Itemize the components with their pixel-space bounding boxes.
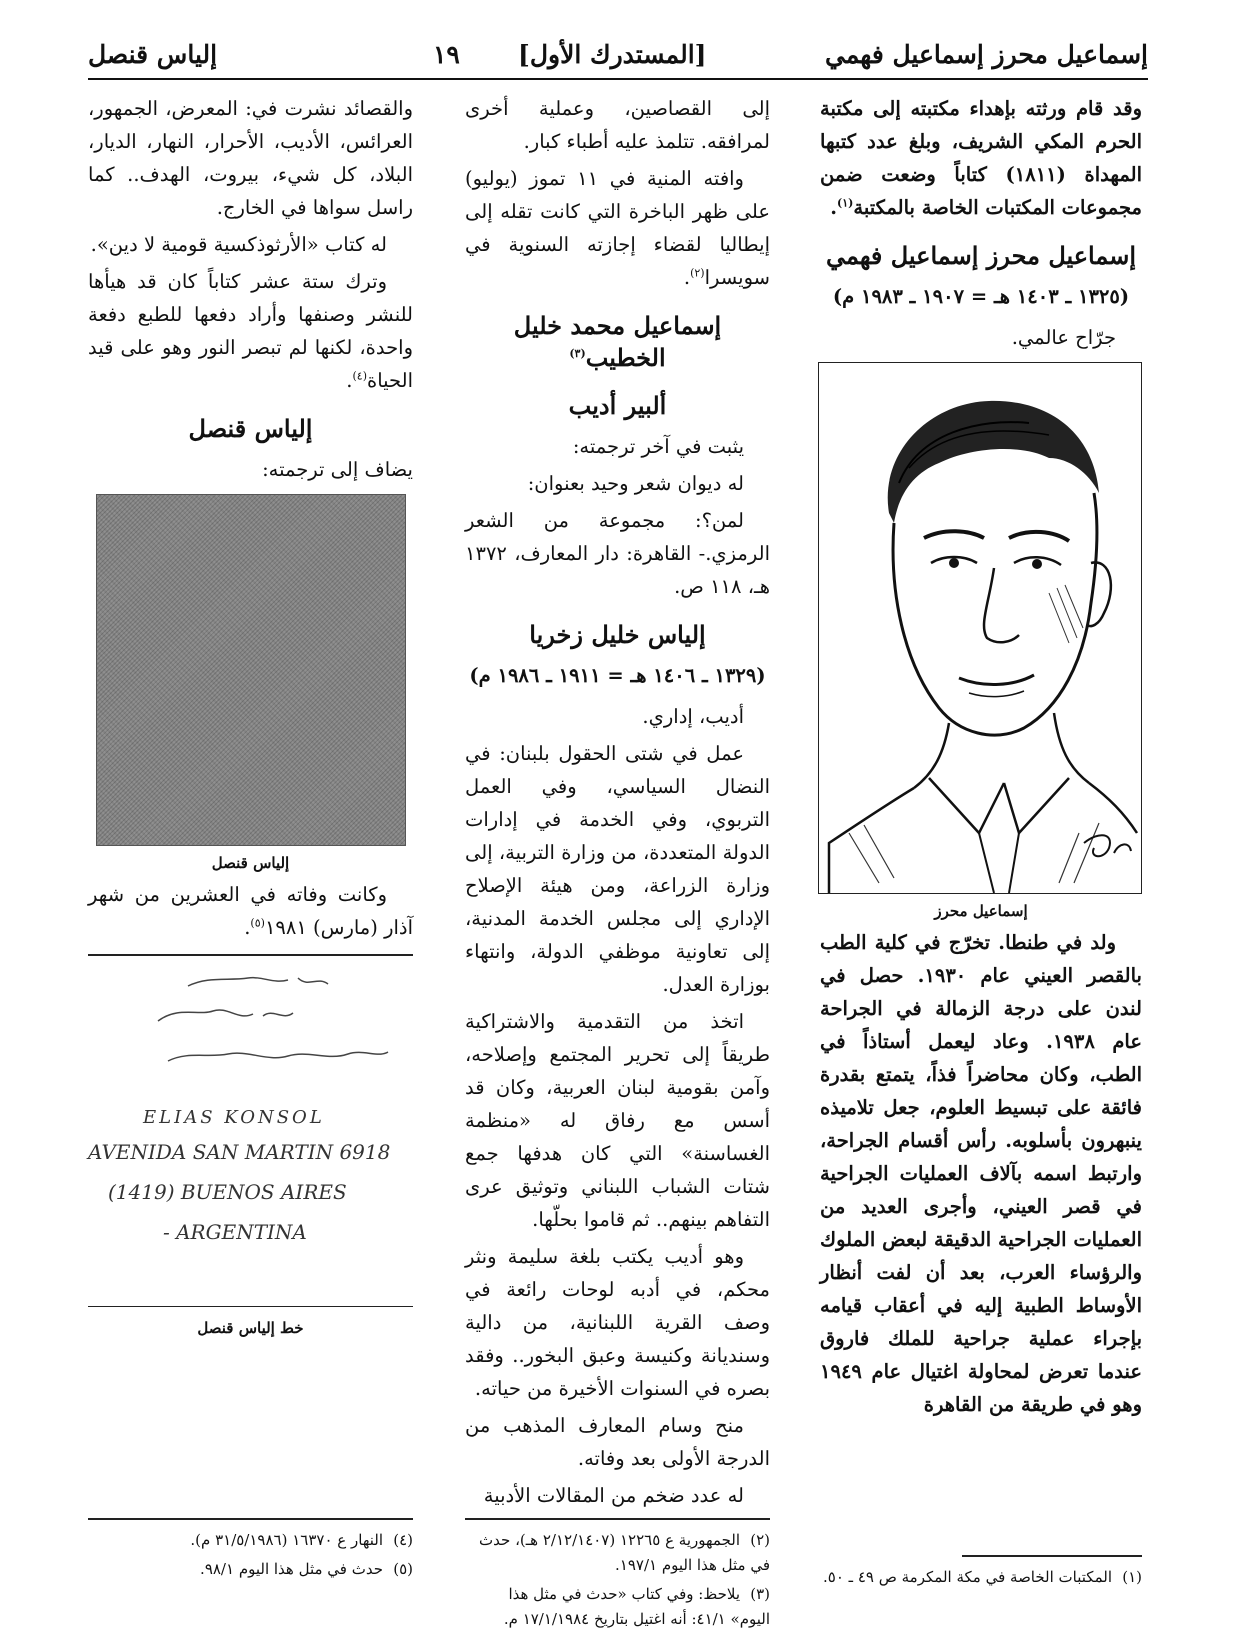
- footnote-5: (٥)حدث في مثل هذا اليوم ٩٨/١.: [200, 1560, 413, 1578]
- albert-adib-line-2: له ديوان شعر وحيد بعنوان:: [527, 472, 744, 495]
- footnotes-right: [820, 1565, 1142, 1594]
- separator: [88, 954, 413, 956]
- footnote-rule-mid: [465, 1518, 770, 1520]
- column-right: [820, 92, 1142, 1425]
- elias-zakharia-paragraph-3: وهو أديب يكتب بلغة سليمة ونثر محكم، في أدبه لوحات رائعة في وصف القرية اللبنانية، من دالية وسنديانة وكنيسة وعبق البخور.. وفقد بصره في السنوات الأخيرة من حياته.: [465, 1245, 770, 1400]
- footnote-4: (٤)النهار ع ١٦٣٧٠ (٣١/٥/١٩٨٦ م).: [190, 1531, 413, 1549]
- photo-caption: إلياس قنصل: [211, 854, 290, 872]
- footnotes-middle: [465, 1528, 770, 1636]
- continuation-paragraph-left: والقصائد نشرت في: المعرض، الجمهور، العرائس، الأديب، الأحرار، النهار، الديار، البلاد، كل شيء، بيروت، الهدف.. كما راسل سواها في الخارج.: [88, 97, 413, 219]
- column-left: [88, 92, 413, 1343]
- intro-paragraph: وقد قام ورثته بإهداء مكتبته إلى مكتبة الحرم المكي الشريف، وبلغ عدد كتبها المهداة (١٨١١) كتاباً وضعت ضمن مجموعات المكتبات الخاصة بالمكتبة$^{(١)}$.: [820, 97, 1142, 219]
- elias-konsol-photo: [96, 494, 406, 846]
- entry-title-ismail-khatib: إسماعيل محمد خليل الخطيب$^{(٣)}$: [513, 311, 722, 372]
- separator-2: [88, 1306, 413, 1308]
- column-middle: [465, 92, 770, 1516]
- elias-zakharia-paragraph-4: منح وسام المعارف المذهب من الدرجة الأولى بعد وفاته.: [465, 1414, 770, 1470]
- elias-zakharia-role: أديب، إداري.: [642, 705, 744, 728]
- footnote-ref-2: (٢): [690, 266, 705, 280]
- elias-zakharia-paragraph-2: اتخذ من التقدمية والاشتراكية طريقاً إلى تحرير المجتمع وإصلاحه، وآمن بقومية لبنان العربية، وكان قد أسس مع رفاق له «منظمة الغساسنة» التي كان هدفها جمع شتات الشباب اللبناني وتوثيق عرى التفاهم بينهم.. ثم قاموا بحلّها.: [465, 1010, 770, 1231]
- running-header: [88, 40, 1148, 76]
- header-left-title: إلياس قنصل: [88, 40, 218, 69]
- entry-role: جرّاح عالمي.: [1011, 326, 1116, 349]
- header-right-title: إسماعيل محرز إسماعيل فهمي: [825, 40, 1148, 69]
- footnote-2: (٢)الجمهورية ع ١٢٢٦٥ (٢/١٢/١٤٠٧ هـ)، حدث في مثل هذا اليوم ١٩٧/١.: [479, 1531, 770, 1574]
- handwriting-sample: [88, 966, 413, 1296]
- book-paragraph: له كتاب «الأرثوذكسية قومية لا دين».: [90, 233, 387, 256]
- footnote-ref-3: (٣): [569, 347, 586, 360]
- handwriting-line-1: ELIAS KONSOL: [143, 1106, 325, 1128]
- elias-zakharia-paragraph-1: عمل في شتى الحقول بلبنان: في النضال السياسي، وفي العمل التربوي، وفي الخدمة في إدارات الدولة المتعددة، من وزارة التربية، إلى وزارة الزراعة، ومن هيئة الإصلاح الإداري إلى مجلس الخدمة المدنية، إلى تعاونية موظفي الدولة، وانتهاء بوزارة العدل.: [465, 742, 770, 996]
- albert-adib-line-3: لمن؟: مجموعة من الشعر الرمزي.- القاهرة: دار المعارف، ١٣٧٢ هـ، ١١٨ ص.: [465, 509, 770, 598]
- footnote-ref-4: (٤): [352, 369, 367, 383]
- portrait-caption: إسماعيل محرز: [934, 902, 1028, 920]
- albert-adib-line-1: يثبت في آخر ترجمته:: [572, 435, 744, 458]
- footnote-ref-5: (٥): [250, 916, 265, 930]
- entry-title-albert-adib: ألبير أديب: [568, 391, 667, 420]
- header-rule: [88, 78, 1148, 80]
- elias-konsol-death: وكانت وفاته في العشرين من شهر آذار (مارس) ١٩٨١$^{(٥)}$.: [88, 883, 413, 939]
- entry-dates: (١٣٢٥ ـ ١٤٠٣ هـ = ١٩٠٧ ـ ١٩٨٣ م): [832, 285, 1130, 308]
- footnotes-left: [88, 1528, 413, 1586]
- death-paragraph: وافته المنية في ١١ تموز (يوليو) على ظهر الباخرة التي كانت تقله إلى إيطاليا لقضاء إجازته السنوية في سويسرا$^{(٢)}$.: [465, 167, 770, 289]
- footnote-1: (١)المكتبات الخاصة في مكة المكرمة ص ٤٩ ـ ٥٠.: [823, 1568, 1142, 1586]
- handwriting-line-4: - ARGENTINA: [163, 1219, 307, 1244]
- entry-body: ولد في طنطا. تخرّج في كلية الطب بالقصر العيني عام ١٩٣٠. حصل في لندن على درجة الزمالة في الجراحة عام ١٩٣٨. وعاد ليعمل أستاذاً في الطب، وكان محاضراً فذاً، يتمتع بقدرة فائقة على تبسيط العلوم، جعل تلاميذه ينبهرون بأسلوبه. رأس أقسام الجراحة، وارتبط اسمه بآلاف العمليات الجراحية في قصر العيني، وأجرى العديد من العمليات الجراحية الدقيقة لبعض الملوك والرؤساء العرب، بعد أن لفت أنظار الأوساط الطبية إليه في أعقاب قيامه بإجراء عملية جراحية للملك فاروق عندما تعرض لمحاولة اغتيال عام ١٩٤٩ وهو في طريقة من القاهرة: [820, 931, 1142, 1416]
- elias-konsol-addition: يضاف إلى ترجمته:: [262, 458, 413, 481]
- header-section: [المستدرك الأول]: [518, 40, 707, 69]
- handwriting-line-2: AVENIDA SAN MARTIN 6918: [88, 1139, 391, 1164]
- continuation-paragraph: إلى القصاصين، وعملية أخرى لمرافقه. تتلمذ عليه أطباء كبار.: [465, 97, 770, 153]
- footnote-rule-right: [962, 1555, 1142, 1557]
- elias-zakharia-paragraph-5: له عدد ضخم من المقالات الأدبية: [483, 1484, 744, 1507]
- entry-title-elias-zakharia: إلياس خليل زخريا: [529, 620, 706, 649]
- handwriting-caption: خط إلياس قنصل: [197, 1319, 304, 1337]
- footnote-ref-1: (١): [837, 196, 854, 210]
- elias-zakharia-dates: (١٣٢٩ ـ ١٤٠٦ هـ = ١٩١١ ـ ١٩٨٦ م): [469, 664, 766, 687]
- arabic-signature-icon: [88, 966, 413, 1086]
- entry-title-ismail-moharez: إسماعيل محرز إسماعيل فهمي: [825, 241, 1137, 270]
- handwriting-line-3: (1419) BUENOS AIRES: [108, 1179, 347, 1204]
- footnote-3: (٣)يلاحظ: وفي كتاب «حدث في مثل هذا اليوم» ٤١/١: أنه اغتيل بتاريخ ١٧/١/١٩٨٤ م.: [503, 1585, 770, 1628]
- unpublished-books-paragraph: وترك ستة عشر كتاباً كان قد هيأها للنشر وصنفها وأراد دفعها للطبع دفعة واحدة، لكنها لم تبصر النور وهو على قيد الحياة$^{(٤)}$.: [88, 270, 413, 392]
- footnote-rule-left: [88, 1518, 413, 1520]
- entry-title-elias-konsol: إلياس قنصل: [188, 414, 313, 443]
- portrait-sketch-icon: [819, 363, 1141, 893]
- portrait-drawing: [818, 362, 1142, 894]
- page-number: ١٩: [433, 40, 460, 69]
